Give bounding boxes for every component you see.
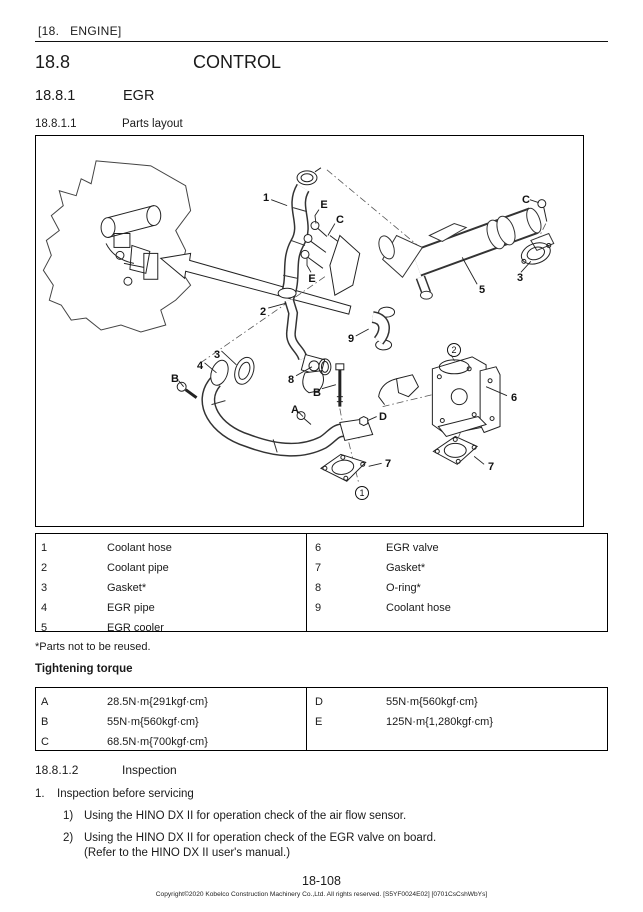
step-text: Using the HINO DX II for operation check of the air flow sensor.: [84, 810, 407, 822]
figure-callout: 3: [516, 272, 524, 284]
step-number: 2): [63, 832, 74, 844]
row-key: 2: [41, 562, 48, 574]
row-value: O-ring*: [386, 582, 421, 594]
table-row: [307, 692, 607, 712]
step-note: (Refer to the HINO DX II user's manual.): [84, 847, 291, 859]
section-number: 18.8: [35, 52, 71, 72]
row-key: E: [315, 716, 323, 728]
torque-table: [35, 687, 608, 751]
figure-callout: D: [379, 411, 387, 423]
row-value: 55N·m{560kgf·cm}: [386, 696, 478, 708]
item-title: Inspection before servicing: [57, 788, 194, 800]
row-key: C: [41, 736, 49, 748]
table-row: [36, 558, 306, 578]
row-value: EGR pipe: [107, 602, 155, 614]
figure-callout: 6: [510, 392, 518, 404]
inspection-step: [63, 810, 406, 822]
subsection-heading: [35, 88, 154, 104]
row-key: 8: [315, 582, 322, 594]
row-value: 28.5N·m{291kgf·cm}: [107, 696, 208, 708]
reuse-footnote: *Parts not to be reused.: [35, 641, 151, 653]
step-text: Using the HINO DX II for operation check of the EGR valve on board.: [84, 832, 437, 844]
row-key: 6: [315, 542, 322, 554]
inspection-heading: [35, 763, 177, 777]
parts-table: [35, 533, 608, 632]
row-key: 5: [41, 622, 48, 634]
figure-callout: 9: [347, 333, 355, 345]
row-key: 7: [315, 562, 322, 574]
inspection-item: [35, 788, 194, 800]
row-value: 125N·m{1,280kgf·cm}: [386, 716, 493, 728]
table-row: [307, 578, 607, 598]
parts-layout-number: 18.8.1.1: [35, 118, 77, 130]
figure-callout: 2: [259, 306, 267, 318]
figure-callout: 7: [487, 461, 495, 473]
row-value: Gasket*: [386, 562, 426, 574]
copyright-line: Copyright©2020 Kobelco Construction Machinery Co.,Ltd. All rights reserved. [S5YF0024E02] [0701CsCshWbYs]: [155, 891, 488, 898]
parts-layout-heading: [35, 118, 183, 130]
coolant-pipe-2-drawing: [289, 300, 331, 393]
gasket-3-left-drawing: [231, 355, 257, 387]
item-number: 1.: [35, 788, 45, 800]
egr-valve-drawing: [379, 357, 500, 437]
coolant-hose-9-drawing: [373, 317, 384, 341]
row-key: A: [41, 696, 49, 708]
section-title: CONTROL: [193, 52, 282, 72]
gasket-7-right-drawing: [433, 436, 477, 464]
table-row: [36, 538, 306, 558]
row-key: 3: [41, 582, 48, 594]
figure-callout: 4: [196, 360, 204, 372]
torque-heading: Tightening torque: [35, 663, 133, 675]
parts-layout-figure: [35, 135, 584, 527]
row-value: Coolant pipe: [107, 562, 169, 574]
row-key: 4: [41, 602, 48, 614]
chapter-header: [18. ENGINE]: [38, 24, 122, 38]
figure-callout: 1: [262, 192, 270, 204]
figure-callout: 5: [478, 284, 486, 296]
section-heading: [35, 52, 281, 73]
torque-table-right: [307, 688, 607, 750]
figure-callout: 1: [355, 486, 369, 500]
figure-callout: C: [336, 214, 344, 226]
figure-callout: E: [320, 199, 328, 211]
figure-callout: 8: [287, 374, 295, 386]
inspection-step: [63, 832, 436, 844]
torque-table-left: [36, 688, 307, 750]
table-row: [307, 538, 607, 558]
table-row: [36, 712, 306, 732]
figure-callout: A: [291, 404, 299, 416]
figure-callout: 2: [447, 343, 461, 357]
inspection-title: Inspection: [122, 763, 177, 777]
step-number: 1): [63, 810, 74, 822]
row-key: D: [315, 696, 323, 708]
parts-layout-title: Parts layout: [122, 118, 183, 130]
figure-callout: B: [171, 373, 179, 385]
row-key: B: [41, 716, 49, 728]
coolant-hose-1-drawing: [283, 188, 307, 297]
figure-callout: E: [308, 273, 316, 285]
table-row: [307, 598, 607, 618]
inspection-number: 18.8.1.2: [35, 763, 79, 777]
parts-table-right: [307, 534, 607, 631]
table-row: [36, 692, 306, 712]
gasket-7-left-drawing: [321, 454, 366, 481]
exploded-view-drawing: [36, 136, 583, 526]
figure-callout: C: [522, 194, 530, 206]
row-key: 9: [315, 602, 322, 614]
table-row: [307, 558, 607, 578]
subsection-title: EGR: [123, 88, 155, 104]
row-value: Coolant hose: [386, 602, 451, 614]
page-number: 18-108: [302, 874, 341, 888]
row-key: 1: [41, 542, 48, 554]
table-row: [36, 618, 306, 638]
row-value: Coolant hose: [107, 542, 172, 554]
table-row: [36, 578, 306, 598]
parts-table-left: [36, 534, 307, 634]
row-value: 68.5N·m{700kgf·cm}: [107, 736, 208, 748]
row-value: EGR cooler: [107, 622, 164, 634]
figure-callout: B: [313, 387, 321, 399]
row-value: 55N·m{560kgf·cm}: [107, 716, 199, 728]
header-rule: [35, 41, 608, 42]
egr-cooler-drawing: [376, 206, 554, 299]
row-value: EGR valve: [386, 542, 439, 554]
subsection-number: 18.8.1: [35, 88, 76, 104]
figure-callout: 3: [213, 349, 221, 361]
assembled-egr-drawing: [101, 206, 161, 286]
table-row: [36, 732, 306, 752]
engine-outline: [43, 161, 190, 332]
row-value: Gasket*: [107, 582, 147, 594]
gasket-3-right-drawing: [518, 239, 553, 268]
figure-callout: 7: [384, 458, 392, 470]
table-row: [307, 712, 607, 732]
table-row: [36, 598, 306, 618]
